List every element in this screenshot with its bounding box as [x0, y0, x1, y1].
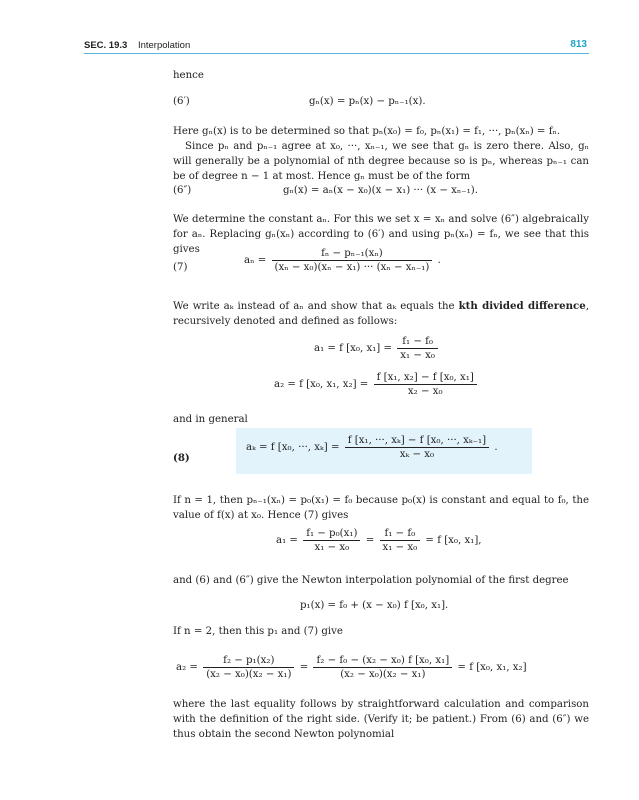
paragraph-1a: Here gₙ(x) is to be determined so that pₙ(x₀) = f₀, pₙ(x₁) = f₁, ···, pₙ(xₙ) = fₙ. — [173, 126, 561, 137]
eq8-period: . — [494, 442, 498, 453]
eq7-numerator: fₙ − pₙ₋₁(xₙ) — [272, 248, 433, 261]
a1b-denominator-2: x₁ − x₀ — [382, 542, 418, 553]
equation-a1-case-n1 — [276, 528, 482, 553]
text-in-general: and in general — [173, 414, 248, 425]
equation-a1 — [314, 336, 440, 361]
term-divided-difference: kth divided difference — [458, 300, 586, 312]
eq8-lhs: aₖ = f [x₀, ···, xₖ] = — [246, 442, 340, 453]
a1b-numerator-1: f₁ − p₀(x₁) — [303, 528, 360, 541]
a1-fraction — [397, 336, 438, 361]
a1-lhs: a₁ = f [x₀, x₁] = — [314, 343, 393, 354]
para3-post: , recursively denoted and defined as follows: — [173, 301, 589, 327]
equation-a2 — [274, 372, 479, 397]
section-number: SEC. 19.3 — [84, 40, 128, 51]
equation-body: gₙ(x) = pₙ(x) − pₙ₋₁(x). — [309, 96, 426, 107]
a2-lhs: a₂ = f [x₀, x₁, x₂] = — [274, 379, 369, 390]
equation-label: (7) — [173, 262, 188, 273]
a1b-equals: = — [365, 535, 375, 546]
equation-label: (6″) — [173, 185, 192, 196]
a1b-denominator-1: x₁ − x₀ — [314, 542, 350, 553]
a2b-fraction-2 — [313, 655, 452, 680]
a1b-fraction-1 — [303, 528, 360, 553]
paragraph-2: We determine the constant aₙ. For this we set x = xₙ and solve (6″) algebraically for aₙ. Replacing gₙ(xₙ) according to (6′) and using pₙ(xₙ) = fₙ, we see that this gives — [173, 214, 589, 255]
p1-body: p₁(x) = f₀ + (x − x₀) f [x₀, x₁]. — [300, 600, 449, 611]
eq7-lhs: aₙ = — [244, 255, 267, 266]
running-header — [0, 0, 639, 56]
equation-p1 — [300, 600, 448, 612]
equation-a2-case-n2 — [176, 655, 527, 680]
paragraph-1b: Since pₙ and pₙ₋₁ agree at x₀, ···, xₙ₋₁, we see that gₙ is zero there. Also, gₙ will generally be a polynomial of nth degree because so is pₙ, whereas pₙ₋₁ can be of degree n − 1 at most. Hence gₙ must be of the form — [173, 141, 589, 182]
a2b-fraction-1 — [203, 655, 294, 680]
equation-8-label: (8) — [173, 452, 190, 464]
a2b-lhs: a₂ = — [176, 662, 198, 673]
equation-6-prime — [173, 96, 589, 116]
paragraph-5: and (6) and (6″) give the Newton interpolation polynomial of the first degree — [173, 575, 569, 586]
equation-body: gₙ(x) = aₙ(x − x₀)(x − x₁) ··· (x − xₙ₋₁). — [283, 185, 478, 196]
a2b-denominator-2: (x₂ − x₀)(x₂ − x₁) — [340, 669, 426, 680]
eq8-numerator: f [x₁, ···, xₖ] − f [x₀, ···, xₖ₋₁] — [345, 435, 489, 448]
header-rule — [84, 53, 589, 54]
eq7-denominator: (xₙ − x₀)(xₙ − x₁) ··· (xₙ − xₙ₋₁) — [274, 262, 430, 273]
a2b-denominator-1: (x₂ − x₀)(x₂ − x₁) — [206, 669, 292, 680]
a1b-rhs: = f [x₀, x₁], — [425, 535, 482, 546]
header-section — [84, 40, 190, 51]
a2-denominator: x₂ − x₀ — [407, 386, 443, 397]
a2-numerator: f [x₁, x₂] − f [x₀, x₁] — [374, 372, 477, 385]
a1b-lhs: a₁ = — [276, 535, 298, 546]
paragraph-4: If n = 1, then pₙ₋₁(xₙ) = p₀(x₁) = f₀ because p₀(x) is constant and equal to f₀, the value of f(x) at x₀. Hence (7) gives — [173, 495, 589, 521]
equation-8 — [246, 435, 498, 460]
a2b-rhs: = f [x₀, x₁, x₂] — [457, 662, 527, 673]
eq7-fraction — [272, 248, 433, 273]
section-title: Interpolation — [137, 40, 191, 51]
a1b-numerator-2: f₁ − f₀ — [380, 528, 421, 541]
para3-pre: We write aₖ instead of aₙ and show that aₖ equals the — [173, 301, 459, 312]
page-number: 813 — [570, 39, 587, 50]
a2b-equals: = — [299, 662, 309, 673]
a2b-numerator-1: f₂ − p₁(x₂) — [203, 655, 294, 668]
a1b-fraction-2 — [380, 528, 421, 553]
a2b-numerator-2: f₂ − f₀ − (x₂ − x₀) f [x₀, x₁] — [313, 655, 452, 668]
paragraph-6: If n = 2, then this p₁ and (7) give — [173, 626, 343, 637]
eq8-denominator: xₖ − x₀ — [399, 449, 435, 460]
eq8-fraction — [345, 435, 489, 460]
a2-fraction — [374, 372, 477, 397]
equation-label: (6′) — [173, 96, 190, 107]
text-hence: hence — [173, 70, 204, 81]
paragraph-3 — [173, 299, 589, 329]
a1-denominator: x₁ − x₀ — [400, 350, 435, 361]
paragraph-7: where the last equality follows by straightforward calculation and comparison with the definition of the right side. (Verify it; be patient.) From (6) and (6″) we thus obtain the second Newton polynomial — [173, 699, 589, 740]
equation-6-double-prime — [173, 185, 589, 205]
equation-7-display — [244, 248, 441, 273]
eq7-period: . — [437, 255, 441, 266]
a1-numerator: f₁ − f₀ — [397, 336, 438, 349]
